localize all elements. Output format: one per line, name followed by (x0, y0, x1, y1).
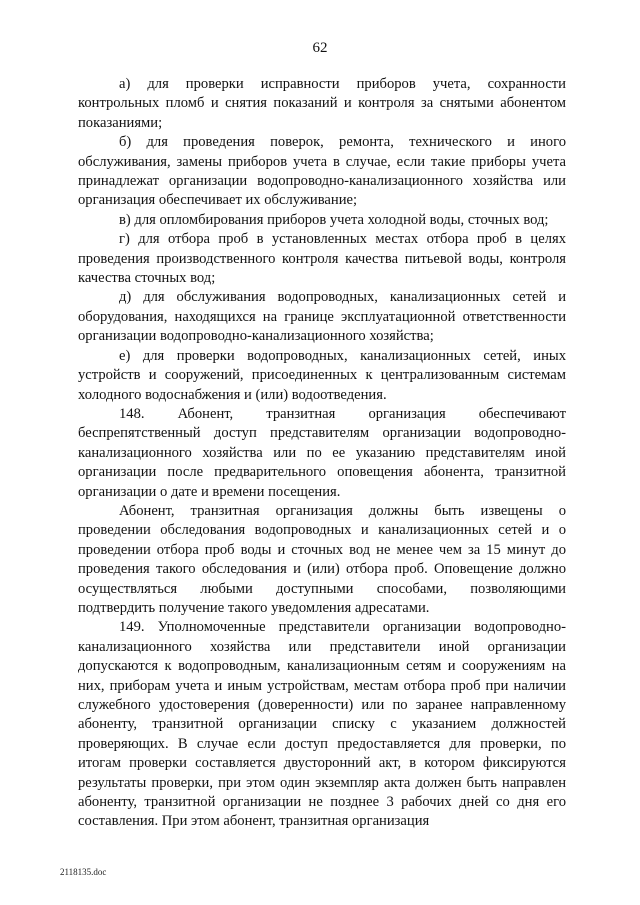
footer-filename: 2118135.doc (60, 867, 107, 877)
paragraph-item-g: г) для отбора проб в установленных местах отбора проб в целях проведения производственного контроля качества питьевой воды, контроля качества сточных вод; (78, 231, 566, 287)
paragraph-item-b: б) для проведения поверок, ремонта, технического и иного обслуживания, замены приборов учета в случае, если такие приборы учета принадлежат организации водопроводно-канализационного хозяйства или организация обеспечивает их обслуживание; (78, 134, 566, 209)
paragraph-item-e: е) для проверки водопроводных, канализационных сетей, иных устройств и сооружений, присоединенных к централизованным системам холодного водоснабжения и (или) водоотведения. (78, 347, 566, 403)
paragraph-item-v: в) для опломбирования приборов учета холодной воды, сточных вод; (119, 211, 549, 228)
paragraph-148: 148. Абонент, транзитная организация обеспечивают беспрепятственный доступ представителям организации водопроводно-канализационного хозяйства или по ее указанию представителям иной организации после предварительного оповещения абонента, транзитной организации о дате и времени посещения. (78, 405, 566, 500)
paragraph-item-d: д) для обслуживания водопроводных, канализационных сетей и оборудования, находящихся на границе эксплуатационной ответственности организации водопроводно-канализационного хозяйства; (78, 289, 566, 345)
document-body (78, 75, 566, 832)
paragraph-148-notice: Абонент, транзитная организация должны быть извещены о проведении обследования водопроводных и канализационных сетей и о проведении отбора проб воды и сточных вод не менее чем за 15 минут до проведения такого обследования и (или) отбора проб. Оповещение должно осуществляться любыми доступными способами, позволяющими подтвердить получение такого уведомления адресатами. (78, 502, 566, 616)
paragraph-149: 149. Уполномоченные представители организации водопроводно-канализационного хозяйства или представители иной организации допускаются к водопроводным, канализационным сетям и сооружениям на них, приборам учета и иным устройствам, местам отбора проб при наличии служебного удостоверения (доверенности) или по заранее направленному абоненту, транзитной организации списку с указанием должностей проверяющих. В случае если доступ предоставляется для проверки, по итогам проверки составляется двусторонний акт, в котором фиксируются результаты проверки, при этом один экземпляр акта должен быть направлен абоненту, транзитной организации не позднее 3 рабочих дней со дня его составления. При этом абонент, транзитная организация (78, 619, 566, 830)
paragraph-item-a: а) для проверки исправности приборов учета, сохранности контрольных пломб и снятия показаний и контроля за снятыми абонентом показаниями; (78, 76, 566, 131)
page-number: 62 (312, 40, 328, 56)
